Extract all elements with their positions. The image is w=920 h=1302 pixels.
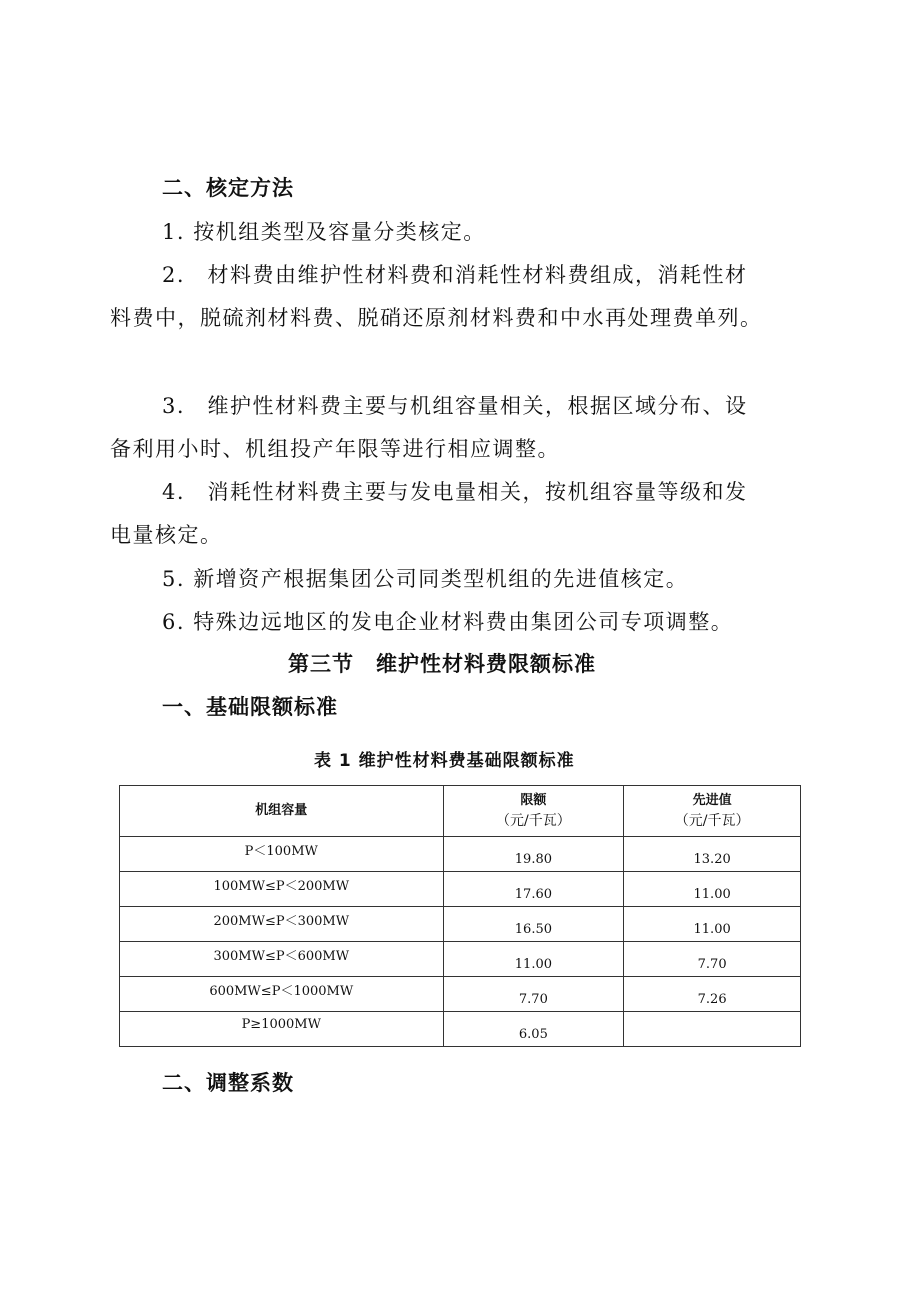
header-limit-label: 限额 (520, 793, 547, 808)
advanced-value: 7.70 (697, 956, 727, 972)
limit-cell (443, 872, 624, 907)
header-advanced-label: 先进值 (692, 793, 732, 808)
method-item-4-line-1: 4. 消耗性材料费主要与发电量相关，按机组容量等级和发 (162, 480, 748, 504)
limit-cell (443, 837, 624, 872)
limit-value: 7.70 (518, 991, 548, 1007)
method-item-4-line-2: 电量核定。 (110, 523, 223, 547)
capacity-cell (120, 942, 444, 977)
limit-value: 6.05 (518, 1026, 548, 1042)
capacity-cell (120, 907, 444, 942)
advanced-cell (624, 977, 801, 1012)
capacity-text: 600MW≤P＜1000MW (209, 983, 354, 999)
table-caption: 表 1 维护性材料费基础限额标准 (314, 751, 575, 771)
capacity-text: P≥1000MW (241, 1016, 321, 1032)
table-row (120, 872, 801, 907)
advanced-cell (624, 1012, 801, 1047)
limit-value: 19.80 (514, 851, 552, 867)
limit-value: 17.60 (514, 886, 552, 902)
limit-value: 11.00 (514, 956, 552, 972)
header-advanced-unit: （元/千瓦） (674, 813, 750, 829)
capacity-text: 300MW≤P＜600MW (213, 948, 350, 964)
limit-cell (443, 977, 624, 1012)
advanced-value: 11.00 (693, 921, 731, 937)
capacity-text: P＜100MW (244, 843, 318, 859)
limit-value: 16.50 (514, 921, 552, 937)
advanced-value: 11.00 (693, 886, 731, 902)
table-row (120, 837, 801, 872)
header-advanced (624, 786, 801, 837)
section-title: 第三节 维护性材料费限额标准 (288, 652, 596, 676)
adjustment-heading: 二、调整系数 (162, 1071, 294, 1095)
header-capacity (120, 786, 444, 837)
method-item-6: 6. 特殊边远地区的发电企业材料费由集团公司专项调整。 (162, 610, 734, 634)
header-limit-unit: （元/千瓦） (496, 813, 571, 829)
capacity-cell (120, 872, 444, 907)
method-item-3-line-2: 备利用小时、机组投产年限等进行相应调整。 (110, 437, 560, 461)
method-item-1: 1. 按机组类型及容量分类核定。 (162, 220, 486, 244)
table-row (120, 977, 801, 1012)
capacity-cell (120, 837, 444, 872)
table-header-row (120, 786, 801, 837)
table-row (120, 907, 801, 942)
table-row (120, 1012, 801, 1047)
capacity-cell (120, 977, 444, 1012)
limit-cell (443, 1012, 624, 1047)
method-item-3-line-1: 3. 维护性材料费主要与机组容量相关，根据区域分布、设 (162, 394, 748, 418)
advanced-cell (624, 942, 801, 977)
limit-cell (443, 907, 624, 942)
capacity-text: 100MW≤P＜200MW (213, 878, 350, 894)
method-item-2-line-2: 料费中，脱硫剂材料费、脱硝还原剂材料费和中水再处理费单列。 (110, 306, 763, 330)
limit-standard-table (119, 785, 801, 1047)
header-limit (443, 786, 624, 837)
method-heading: 二、核定方法 (162, 176, 294, 200)
capacity-cell (120, 1012, 444, 1047)
method-item-5: 5. 新增资产根据集团公司同类型机组的先进值核定。 (162, 567, 689, 591)
capacity-text: 200MW≤P＜300MW (213, 913, 350, 929)
advanced-cell (624, 907, 801, 942)
advanced-cell (624, 837, 801, 872)
limit-cell (443, 942, 624, 977)
advanced-value: 13.20 (693, 851, 731, 867)
advanced-value: 7.26 (697, 991, 727, 1007)
advanced-cell (624, 872, 801, 907)
table-row (120, 942, 801, 977)
basic-standard-heading: 一、基础限额标准 (162, 695, 338, 719)
method-item-2-line-1: 2. 材料费由维护性材料费和消耗性材料费组成，消耗性材 (162, 263, 748, 287)
header-capacity-label: 机组容量 (255, 803, 308, 818)
